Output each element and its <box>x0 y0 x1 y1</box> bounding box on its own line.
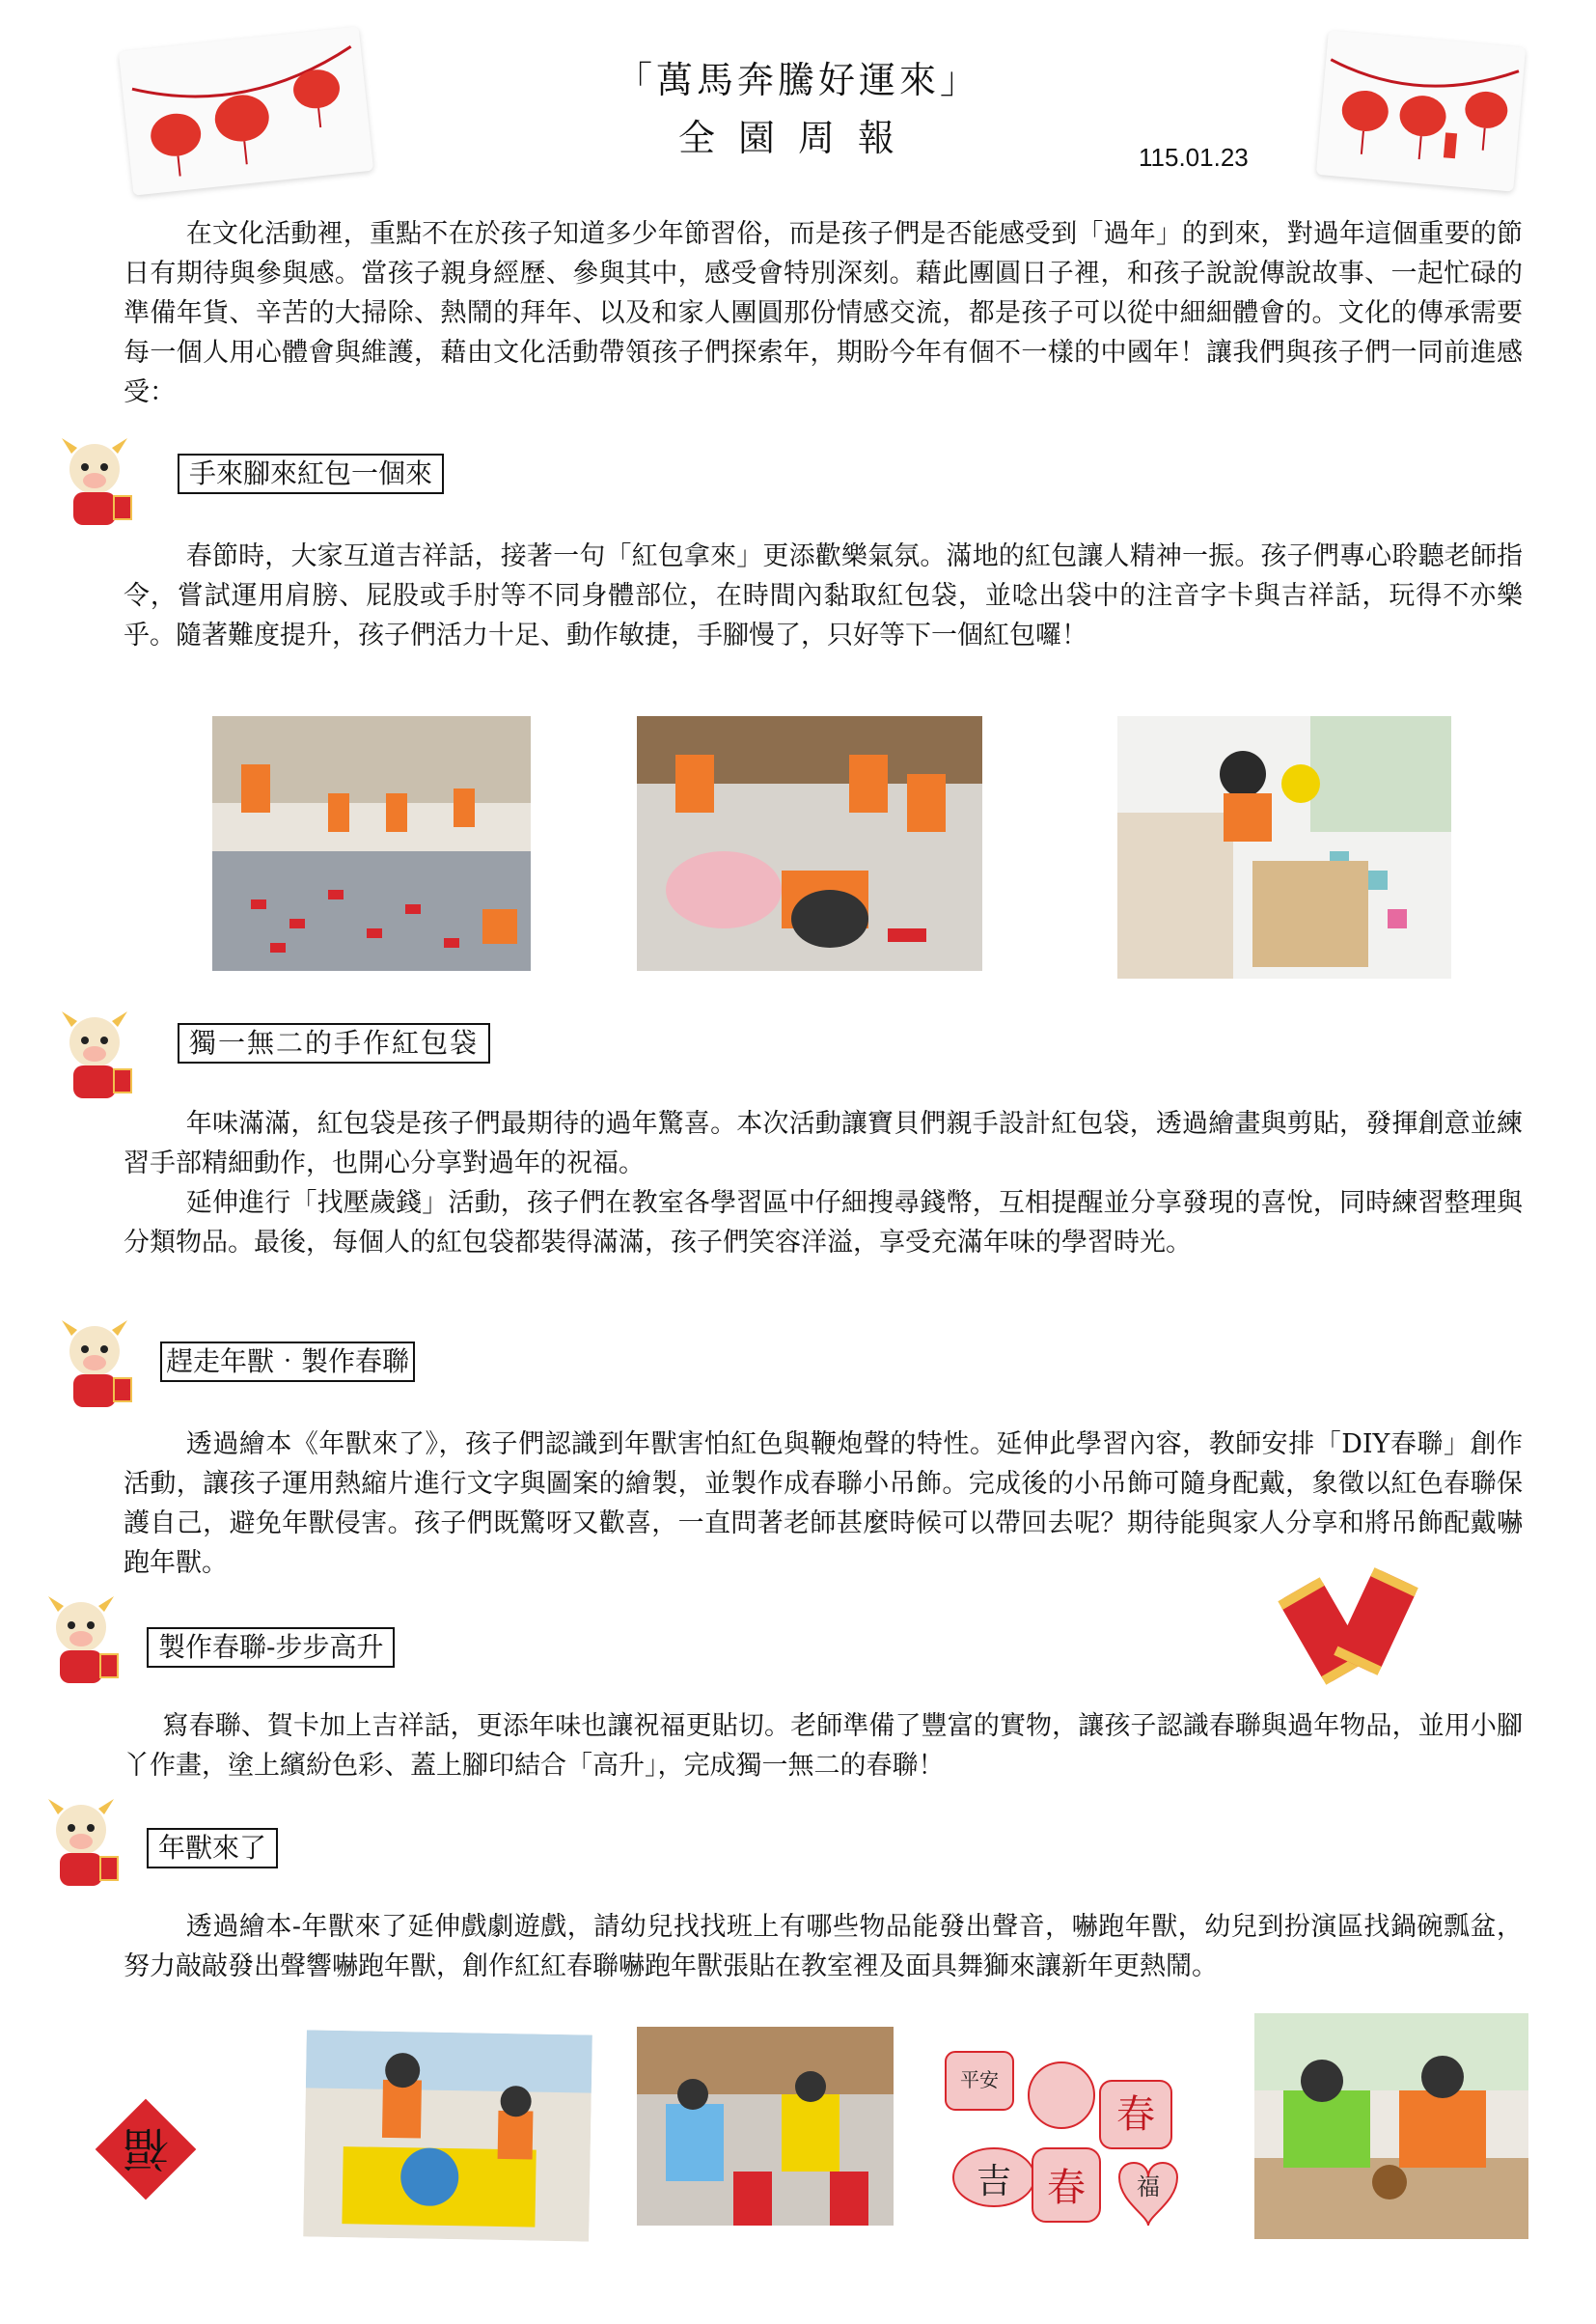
photo-children-crafting-table <box>1254 2013 1528 2239</box>
section-paragraph: 年味滿滿，紅包袋是孩子們最期待的過年驚喜。本次活動讓寶貝們親手設計紅包袋，透過繪畫與剪貼，發揮創意並練習手部精細動作，也開心分享對過年的祝福。 <box>124 1109 1523 1178</box>
issue-date: 115.01.23 <box>1139 143 1249 172</box>
fu-character-decoration <box>89 2092 203 2206</box>
section-heading-spring-couplet-step: 製作春聯-步步高升 <box>147 1627 395 1668</box>
section-paragraph: 寫春聯、賀卡加上吉祥話，更添年味也讓祝福更貼切。老師準備了豐富的實物，讓孩子認識春聯與過年物品，並用小腳丫作畫，塗上繽紛色彩、蓋上腳印結合「高升」，完成獨一無二的春聯！ <box>124 1711 1523 1781</box>
page-title: 「萬馬奔騰好運來」 <box>615 59 980 101</box>
ox-mascot-icon <box>48 1006 141 1102</box>
section-paragraph: 春節時，大家互道吉祥話，接著一句「紅包拿來」更添歡樂氣氛。滿地的紅包讓人精神一振。孩子們專心聆聽老師指令，嘗試運用肩膀、屁股或手肘等不同身體部位，在時間內黏取紅包袋，並唸出袋中的注音字卡與吉祥話，玩得不亦樂乎。隨著難度提升，孩子們活力十足、動作敏捷，手腳慢了，只好等下一個紅包囉！ <box>124 541 1523 650</box>
charm-text: 春 <box>1116 2092 1155 2137</box>
charm-text: 春 <box>1047 2166 1086 2210</box>
charm-text: 福 <box>1137 2173 1160 2200</box>
photo-child-classroom-search <box>1117 716 1451 979</box>
section-heading-handmade-envelope: 獨一無二的手作紅包袋 <box>178 1023 490 1064</box>
ox-mascot-icon <box>35 1591 127 1687</box>
charm-text: 平安 <box>960 2068 999 2091</box>
photo-shrink-plastic-charms <box>926 2023 1200 2243</box>
ox-mascot-icon <box>35 1793 127 1890</box>
section-heading-nian-is-coming: 年獸來了 <box>147 1828 278 1868</box>
photo-red-envelope-floor <box>212 716 531 971</box>
intro-paragraph: 在文化活動裡，重點不在於孩子知道多少年節習俗，而是孩子們是否能感受到「過年」的到來，對過年這個重要的節日有期待與參與感。當孩子親身經歷、參與其中，感受會特別深刻。藉此團圓日子裡，和孩子說說傳說故事、一起忙碌的準備年貨、辛苦的大掃除、熱鬧的拜年、以及和家人團圓那份情感交流，都是孩子可以從中細細體會的。文化的傳承需要每一個人用心體會與維護，藉由文化活動帶領孩子們探索年，期盼今年有個不一樣的中國年！讓我們與孩子們一同前進感受： <box>124 219 1523 407</box>
photo-children-footprint-couplet <box>637 2027 894 2226</box>
section-paragraph: 透過繪本-年獸來了延伸戲劇遊戲，請幼兒找找班上有哪些物品能發出聲音，嚇跑年獸，幼兒到扮演區找鍋碗瓢盆，努力敲敲發出聲響嚇跑年獸，創作紅紅春聯嚇跑年獸張貼在教室裡及面具舞獅來讓新年更熱鬧。 <box>124 1912 1523 1981</box>
section-paragraph: 透過繪本《年獸來了》，孩子們認識到年獸害怕紅色與鞭炮聲的特性。延伸此學習內容，教師安排「DIY春聯」創作活動，讓孩子運用熱縮片進行文字與圖案的繪製，並製作成春聯小吊飾。完成後的小吊飾可隨身配戴，象徵以紅色春聯保護自己，避免年獸侵害。孩子們既驚呀又歡喜，一直問著老師甚麼時候可以帶回去呢？期待能與家人分享和將吊飾配戴嚇跑年獸。 <box>124 1429 1523 1578</box>
ox-mascot-icon <box>48 432 141 529</box>
firecracker-decoration <box>1270 1554 1424 1689</box>
photo-children-painting <box>303 2030 592 2241</box>
fu-character-text: 福 <box>122 2121 170 2175</box>
section-heading-red-envelope-game: 手來腳來紅包一個來 <box>178 454 444 494</box>
section-heading-chase-nian: 趕走年獸‧製作春聯 <box>160 1342 415 1382</box>
section-paragraph: 延伸進行「找壓歲錢」活動，孩子們在教室各學習區中仔細搜尋錢幣，互相提醒並分享發現的喜悅，同時練習整理與分類物品。最後，每個人的紅包袋都裝得滿滿，孩子們笑容洋溢，享受充滿年味的學習時光。 <box>124 1188 1523 1258</box>
charm-text: 吉 <box>976 2162 1012 2201</box>
page-subtitle: 全園周報 <box>677 117 918 159</box>
photo-children-lying-floor <box>637 716 982 971</box>
ox-mascot-icon <box>48 1314 141 1411</box>
